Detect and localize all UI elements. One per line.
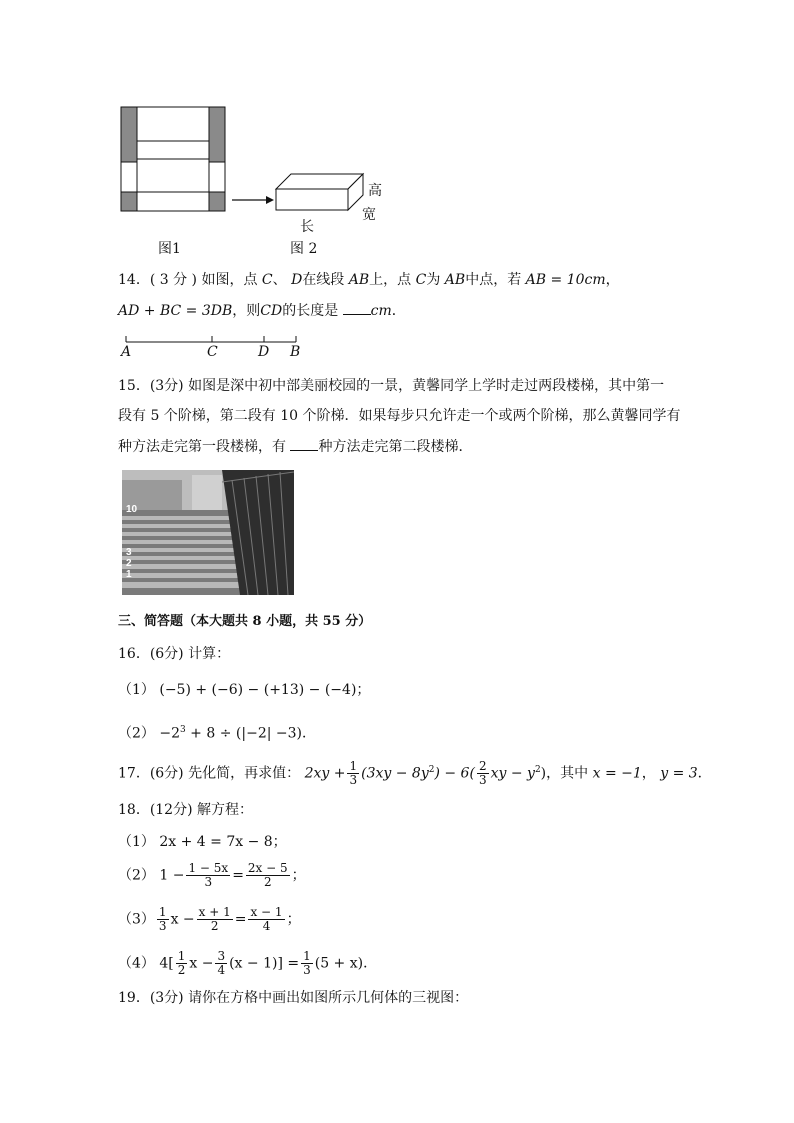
label-height: 高 — [368, 183, 382, 199]
question-16-title: 16．(6分) 计算： — [118, 646, 231, 662]
photo-step-label-1: 1 — [126, 569, 132, 580]
question-17: 17．(6分) 先化简，再求值： 2xy + $\frac{1}{3}$ $(3xy - 8y^2) - 6$( $\frac{2}{3}$ xy − $y^2$)，其中 x = −1， y = 3． — [118, 759, 712, 788]
question-15-line-2: 段有 5 个阶梯，第二段有 10 个阶梯．如果每步只允许走一个或两个阶梯，那么黄馨同学有 — [118, 408, 681, 424]
question-19: 19．(3分) 请你在方格中画出如图所示几何体的三视图： — [118, 990, 469, 1006]
label-width: 宽 — [362, 207, 376, 223]
point-label-D: D — [258, 344, 270, 360]
box-net-figure — [118, 104, 408, 256]
photo-step-label-3: 3 — [126, 547, 132, 558]
point-label-C: C — [207, 344, 218, 360]
question-18-title: 18．(12分) 解方程： — [118, 802, 254, 818]
question-18-part-3: （3） $\frac{1}{3}$ x − $\frac{x + 1}{2}$ = $\frac{x - 1}{4}$ ； — [118, 905, 301, 933]
segment-figure — [118, 330, 318, 350]
figure-1-caption: 图1 — [158, 241, 181, 257]
question-16-part-1: （1） (−5) + (−6) − (+13) − (−4)； — [118, 682, 371, 698]
question-14-line-2: AD + BC = 3DB，则CD的长度是 cm． — [118, 300, 406, 321]
question-18-part-1: （1） 2x + 4 = 7x − 8； — [118, 834, 287, 850]
question-14-line-1: 14．( 3 分 ) 如图，点 C、 D在线段 AB上，点 C为 AB中点，若 AB = 10cm， — [118, 272, 620, 288]
question-18-part-4: （4） 4[ $\frac{1}{2}$ x − $\frac{3}{4}$ (x − 1)] = $\frac{1}{3}$ (5 + x)． — [118, 949, 378, 977]
answer-blank-2[interactable] — [290, 436, 318, 451]
question-15-line-1: 15．(3分) 如图是深中初中部美丽校园的一景，黄馨同学上学时走过两段楼梯，其中第一 — [118, 378, 665, 394]
section-3-heading: 三、简答题（本大题共 8 小题，共 55 分） — [118, 614, 372, 629]
question-18-part-2: （2） 1 − $\frac{1 - 5x}{3}$ = $\frac{2x - 5}{2}$ ； — [118, 861, 306, 889]
question-15-line-3: 种方法走完第一段楼梯，有 种方法走完第二段楼梯． — [118, 436, 472, 457]
photo-step-label-2: 2 — [126, 558, 132, 569]
point-label-A: A — [121, 344, 132, 360]
point-label-B: B — [290, 344, 301, 360]
answer-blank[interactable] — [343, 300, 371, 315]
question-16-part-2: $(2) -2^3 + 8 \div (|-2| -3)$． — [118, 725, 316, 742]
label-length: 长 — [300, 219, 314, 235]
staircase-photo — [122, 470, 294, 595]
photo-step-label-10: 10 — [126, 504, 138, 515]
figure-2-caption: 图 2 — [290, 241, 318, 257]
